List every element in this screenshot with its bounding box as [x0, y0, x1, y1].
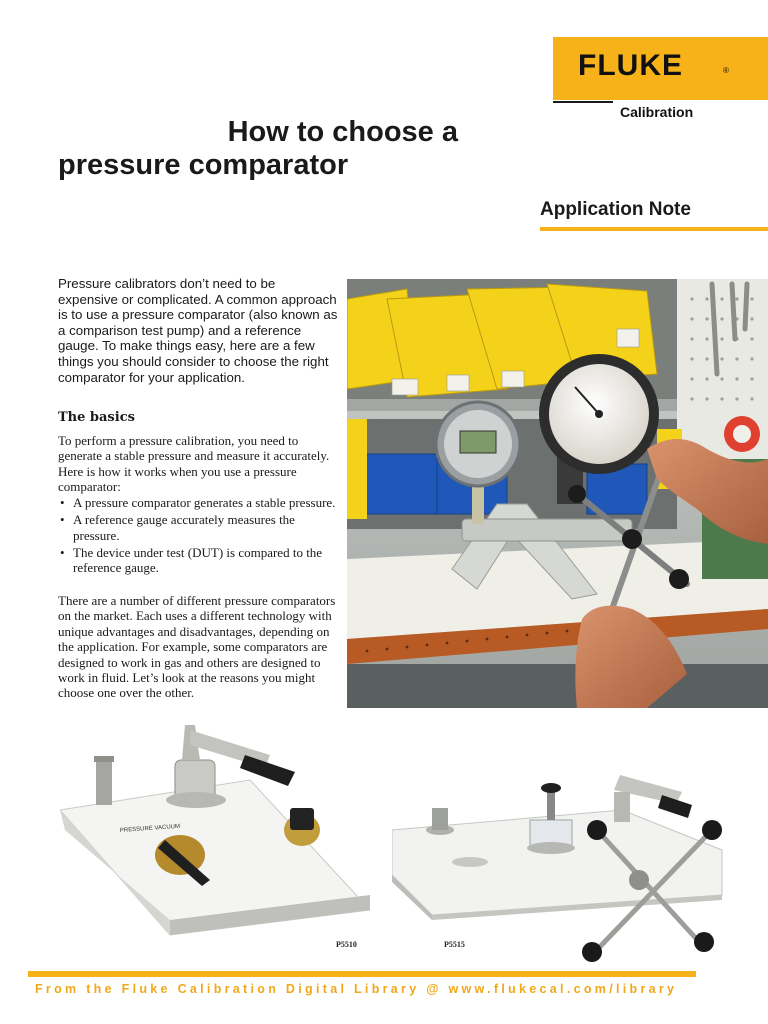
section-heading-basics: The basics	[58, 410, 135, 425]
intro-paragraph: Pressure calibrators don’t need to be expensive or complicated. A common approach is to use a pressure comparator (also known as a comparison test pump) and a reference gauge. To make things easy, here are a few things you should consider to choose the right comparator for your application.	[58, 276, 338, 385]
title-line-2: pressure comparator	[58, 149, 349, 181]
title-line-1: How to choose a	[227, 116, 458, 148]
p5515-caption: P5515	[444, 940, 465, 949]
page-title	[58, 116, 458, 182]
list-item: • A pressure comparator generates a stable pressure.	[58, 495, 338, 510]
p5510-illustration	[60, 720, 370, 940]
workshop-photo	[347, 279, 768, 708]
p5510-caption: P5510	[336, 940, 357, 949]
basics-lead: To perform a pressure calibration, you need to generate a stable pressure and measure it accurately. Here is how it works when you use a pressure comparator:	[58, 433, 330, 494]
workshop-photo-illustration	[347, 279, 768, 708]
p5510-panel-label: PRESSURE VACUUM	[119, 823, 181, 834]
list-item: • The device under test (DUT) is compared to the reference gauge.	[58, 545, 338, 576]
document-type-underline	[540, 227, 768, 231]
footer-library-link[interactable]: From the Fluke Calibration Digital Library @ www.flukecal.com/library	[35, 982, 678, 996]
footer-rule	[28, 971, 696, 977]
p5510-product-image	[60, 720, 370, 940]
market-paragraph: There are a number of different pressure comparators on the market. Each uses a different technology with unique advantages and disadvantages, depending on the application. For example, some comparators are designed to work in gas and others are designed to work in fluid. Let’s look at the reasons you might choose one over the other.	[58, 593, 336, 701]
list-item: • A reference gauge accurately measures the pressure.	[58, 512, 338, 543]
p5515-illustration	[392, 770, 728, 965]
logo-divider	[553, 101, 613, 103]
p5515-product-image	[392, 770, 728, 965]
basics-section	[58, 433, 338, 578]
brand-subtitle: Calibration	[620, 104, 694, 120]
document-type: Application Note	[540, 199, 691, 220]
basics-list	[58, 495, 338, 575]
fluke-logo: FLUKE	[578, 49, 683, 82]
registered-mark: ®	[723, 66, 729, 75]
